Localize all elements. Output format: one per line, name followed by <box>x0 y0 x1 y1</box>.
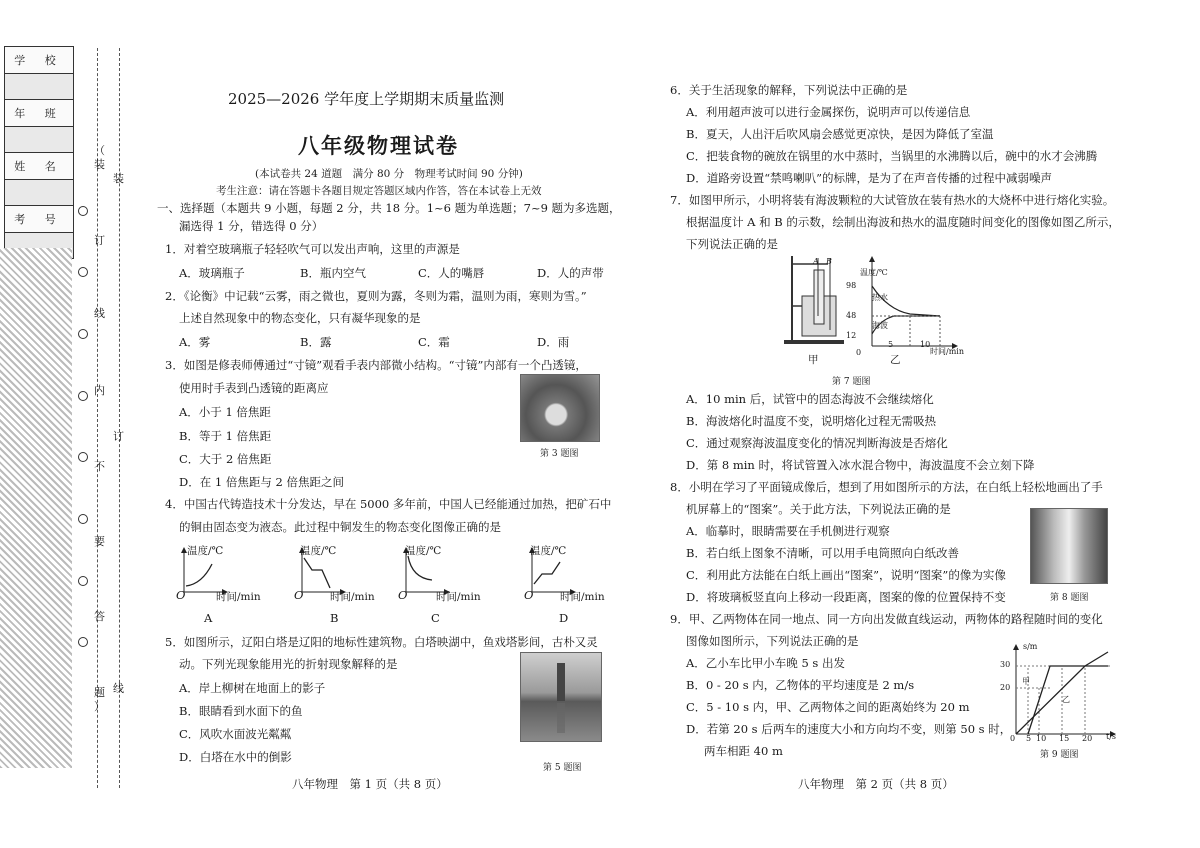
q4-ylabel-d: 温度/℃ <box>530 545 567 557</box>
q2-stem-cont: 上述自然现象中的物态变化，只有凝华现象的是 <box>179 311 421 325</box>
q9-option-d: D．若第 20 s 后两车的速度大小和方向均不变，则第 50 s 时， <box>686 722 1012 736</box>
q9-stem-cont: 图像如图所示，下列说法正确的是 <box>686 634 859 648</box>
q7-option-d: D．第 8 min 时，将试管置入冰水混合物中，海波温度不会立刻下降 <box>686 458 1035 472</box>
q9-xtick-0: 0 <box>1010 734 1016 743</box>
binding-char: 不 <box>94 460 105 473</box>
q4-ylabel-a: 温度/℃ <box>187 545 224 557</box>
q7-caption: 第 7 题图 <box>832 377 871 387</box>
name-field[interactable] <box>5 180 73 206</box>
q1-option-b: B．瓶内空气 <box>300 266 366 280</box>
q9-ytick-20: 20 <box>1000 683 1011 692</box>
q6-option-b: B．夏天，人出汗后吹风扇会感觉更凉快，是因为降低了室温 <box>686 127 994 141</box>
q3-option-c: C．大于 2 倍焦距 <box>179 452 272 466</box>
q3-watch-photo <box>520 374 600 442</box>
q7-thermometer-a: A <box>813 257 819 266</box>
binding-hole <box>78 329 88 339</box>
q7-xtick-5: 5 <box>888 340 894 349</box>
q6-stem: 6．关于生活现象的解释，下列说法中正确的是 <box>670 83 908 97</box>
q4-xlabel-c: 时间/min <box>436 591 481 603</box>
q4-xlabel-b: 时间/min <box>330 591 375 603</box>
binding-char: （ <box>94 144 105 157</box>
binding-hole <box>78 391 88 401</box>
q9-xtick-20: 20 <box>1082 734 1093 743</box>
q5-option-d: D．白塔在水中的倒影 <box>179 750 292 764</box>
exam-subtitle: 八年级物理试卷 <box>298 133 459 158</box>
q2-option-c: C．霜 <box>418 335 450 349</box>
q3-option-d: D．在 1 倍焦距与 2 倍焦距之间 <box>179 475 344 489</box>
q6-option-d: D．道路旁设置“禁鸣喇叭”的标牌，是为了在声音传播的过程中减弱噪声 <box>686 171 1052 185</box>
q7-curve-hypo: 海波 <box>872 321 888 330</box>
student-info-table <box>4 46 74 259</box>
binding-char: 订 <box>94 234 105 247</box>
q1-option-a: A．玻璃瓶子 <box>179 266 245 280</box>
q4-ylabel-c: 温度/℃ <box>405 545 442 557</box>
exam-notice: 考生注意：请在答题卡各题目规定答题区域内作答，答在本试卷上无效 <box>216 185 542 197</box>
q7-graph-xlabel: 时间/min <box>930 347 964 356</box>
q1-option-c: C．人的嘴唇 <box>418 266 485 280</box>
q4-stem-cont: 的铜由固态变为液态。此过程中铜发生的物态变化图像正确的是 <box>179 520 501 534</box>
q7-label-jia: 甲 <box>808 354 819 366</box>
q9-xtick-5: 5 <box>1026 734 1032 743</box>
class-field[interactable] <box>5 127 73 153</box>
q7-thermometer-b: B <box>826 257 832 266</box>
q8-stem-cont: 机屏幕上的“图案”。关于此方法，下列说法正确的是 <box>686 502 951 516</box>
q4-label-c: C <box>431 611 440 625</box>
q4-xlabel-d: 时间/min <box>560 591 605 603</box>
q3-option-a: A．小于 1 倍焦距 <box>179 405 271 419</box>
q1-option-d: D．人的声带 <box>537 266 604 280</box>
q3-caption: 第 3 题图 <box>540 449 579 459</box>
binding-hole <box>78 267 88 277</box>
q4-label-d: D <box>559 611 569 625</box>
q7-stem: 7．如图甲所示，小明将装有海波颗粒的大试管放在装有热水的大烧杯中进行熔化实验。 <box>670 193 1115 207</box>
q9-xlabel: t/s <box>1106 732 1117 741</box>
name-label: 姓 名 <box>5 153 73 180</box>
q4-origin-a: O <box>176 588 186 602</box>
q4-origin-d: O <box>524 588 534 602</box>
q5-option-b: B．眼睛看到水面下的鱼 <box>179 704 303 718</box>
q7-ytick-48: 48 <box>846 311 857 320</box>
binding-char: ） <box>94 700 105 713</box>
id-label: 考 号 <box>5 206 73 233</box>
binding-hatch <box>0 248 72 768</box>
q7-stem-cont1: 根据温度计 A 和 B 的示数，绘制出海波和热水的温度随时间变化的图像如图乙所示， <box>686 215 1120 229</box>
q5-stem: 5．如图所示，辽阳白塔是辽阳的地标性建筑物。白塔映湖中，鱼戏塔影间，古朴又灵 <box>165 635 598 649</box>
q9-caption: 第 9 题图 <box>1040 750 1079 760</box>
q4-xlabel-a: 时间/min <box>216 591 261 603</box>
q9-xtick-15: 15 <box>1059 734 1070 743</box>
q9-option-d-cont: 两车相距 40 m <box>704 744 783 758</box>
q7-option-a: A．10 min 后，试管中的固态海波不会继续熔化 <box>686 392 934 406</box>
binding-char: 题 <box>94 686 105 699</box>
q9-option-b: B．0 - 20 s 内，乙物体的平均速度是 2 m/s <box>686 678 915 692</box>
q9-option-a: A．乙小车比甲小车晚 5 s 出发 <box>686 656 845 670</box>
school-label: 学 校 <box>5 47 73 74</box>
section-1-heading: 一、选择题（本题共 9 小题，每题 2 分，共 18 分。1~6 题为单选题；7~9 题为多选题， <box>157 201 621 215</box>
binding-char: 要 <box>94 535 105 548</box>
q6-option-a: A．利用超声波可以进行金属探伤，说明声可以传递信息 <box>686 105 971 119</box>
q9-graph <box>1000 642 1120 742</box>
q8-stem: 8．小明在学习了平面镜成像后，想到了用如图所示的方法，在白纸上轻松地画出了手 <box>670 480 1103 494</box>
binding-char: 线 <box>113 682 124 695</box>
q5-option-a: A．岸上柳树在地面上的影子 <box>179 681 326 695</box>
page-1-footer: 八年物理 第 1 页（共 8 页） <box>292 777 448 791</box>
section-1-heading-cont: 漏选得 1 分，错选得 0 分） <box>179 219 324 233</box>
q4-origin-c: O <box>398 588 408 602</box>
q8-caption: 第 8 题图 <box>1050 593 1089 603</box>
binding-hole <box>78 637 88 647</box>
binding-char: 装 <box>113 172 124 185</box>
q4-stem: 4．中国古代铸造技术十分发达，早在 5000 多年前，中国人已经能通过加热，把矿石中 <box>165 497 612 511</box>
q5-stem-cont: 动。下列光现象能用光的折射现象解释的是 <box>179 657 398 671</box>
q7-label-yi: 乙 <box>890 354 901 366</box>
q7-ytick-98: 98 <box>846 281 857 290</box>
binding-hole <box>78 452 88 462</box>
binding-hole <box>78 206 88 216</box>
q7-graph-ylabel: 温度/℃ <box>860 268 888 277</box>
q4-origin-b: O <box>294 588 304 602</box>
q4-label-b: B <box>330 611 339 625</box>
q6-option-c: C．把装食物的碗放在锅里的水中蒸时，当锅里的水沸腾以后，碗中的水才会沸腾 <box>686 149 1098 163</box>
binding-char: 装 <box>94 158 105 171</box>
q9-label-yi: 乙 <box>1062 695 1070 704</box>
binding-char: 线 <box>94 307 105 320</box>
exam-meta: (本试卷共 24 道题 满分 80 分 物理考试时间 90 分钟) <box>255 168 523 180</box>
q3-stem: 3．如图是修表师傅通过“寸镜”观看手表内部微小结构。“寸镜”内部有一个凸透镜， <box>165 358 587 372</box>
q7-xtick-0: 0 <box>856 348 862 357</box>
q8-option-b: B．若白纸上图象不清晰，可以用手电筒照向白纸改善 <box>686 546 959 560</box>
binding-char: 订 <box>113 430 124 443</box>
q7-apparatus <box>784 256 844 344</box>
page-2-footer: 八年物理 第 2 页（共 8 页） <box>798 777 954 791</box>
q2-option-b: B．露 <box>300 335 332 349</box>
q9-ylabel: s/m <box>1023 642 1038 651</box>
q7-stem-cont2: 下列说法正确的是 <box>686 237 778 251</box>
q2-option-d: D．雨 <box>537 335 570 349</box>
q8-option-a: A．临摹时，眼睛需要在手机侧进行观察 <box>686 524 890 538</box>
binding-line-right <box>119 48 120 788</box>
q3-stem-cont: 使用时手表到凸透镜的距离应 <box>179 381 329 395</box>
q7-ytick-12: 12 <box>846 331 857 340</box>
q5-pagoda-photo <box>520 652 602 742</box>
q9-label-jia: 甲 <box>1022 677 1030 686</box>
q8-option-c: C．利用此方法能在白纸上画出“图案”，说明“图案”的像为实像 <box>686 568 1006 582</box>
exam-title: 2025—2026 学年度上学期期末质量监测 <box>228 90 505 108</box>
q8-mirror-photo <box>1030 508 1108 584</box>
q7-curve-hot-water: 热水 <box>872 293 888 302</box>
q5-option-c: C．风吹水面波光粼粼 <box>179 727 292 741</box>
q9-stem: 9．甲、乙两物体在同一地点、同一方向出发做直线运动，两物体的路程随时间的变化 <box>670 612 1103 626</box>
q7-xtick-10: 10 <box>920 340 931 349</box>
q4-label-a: A <box>204 611 213 625</box>
q7-option-b: B．海波熔化时温度不变，说明熔化过程无需吸热 <box>686 414 936 428</box>
q9-ytick-30: 30 <box>1000 660 1011 669</box>
q9-option-c: C．5 - 10 s 内，甲、乙两物体之间的距离始终为 20 m <box>686 700 970 714</box>
binding-char: 内 <box>94 384 105 397</box>
binding-hole <box>78 576 88 586</box>
q8-option-d: D．将玻璃板竖直向上移动一段距离，图案的像的位置保持不变 <box>686 590 1006 604</box>
binding-hole <box>78 514 88 524</box>
q2-option-a: A．雾 <box>179 335 211 349</box>
q1-stem: 1．对着空玻璃瓶子轻轻吹气可以发出声响，这里的声源是 <box>165 242 460 256</box>
q2-stem: 2．《论衡》中记载“云雾，雨之微也，夏则为露，冬则为霜，温则为雨，寒则为雪。” <box>165 289 587 303</box>
class-label: 年 班 <box>5 100 73 127</box>
q3-option-b: B．等于 1 倍焦距 <box>179 429 272 443</box>
q4-ylabel-b: 温度/℃ <box>300 545 337 557</box>
school-field[interactable] <box>5 74 73 100</box>
q9-xtick-10: 10 <box>1036 734 1047 743</box>
q5-caption: 第 5 题图 <box>543 763 582 773</box>
q7-option-c: C．通过观察海波温度变化的情况判断海波是否熔化 <box>686 436 948 450</box>
binding-char: 答 <box>94 610 105 623</box>
